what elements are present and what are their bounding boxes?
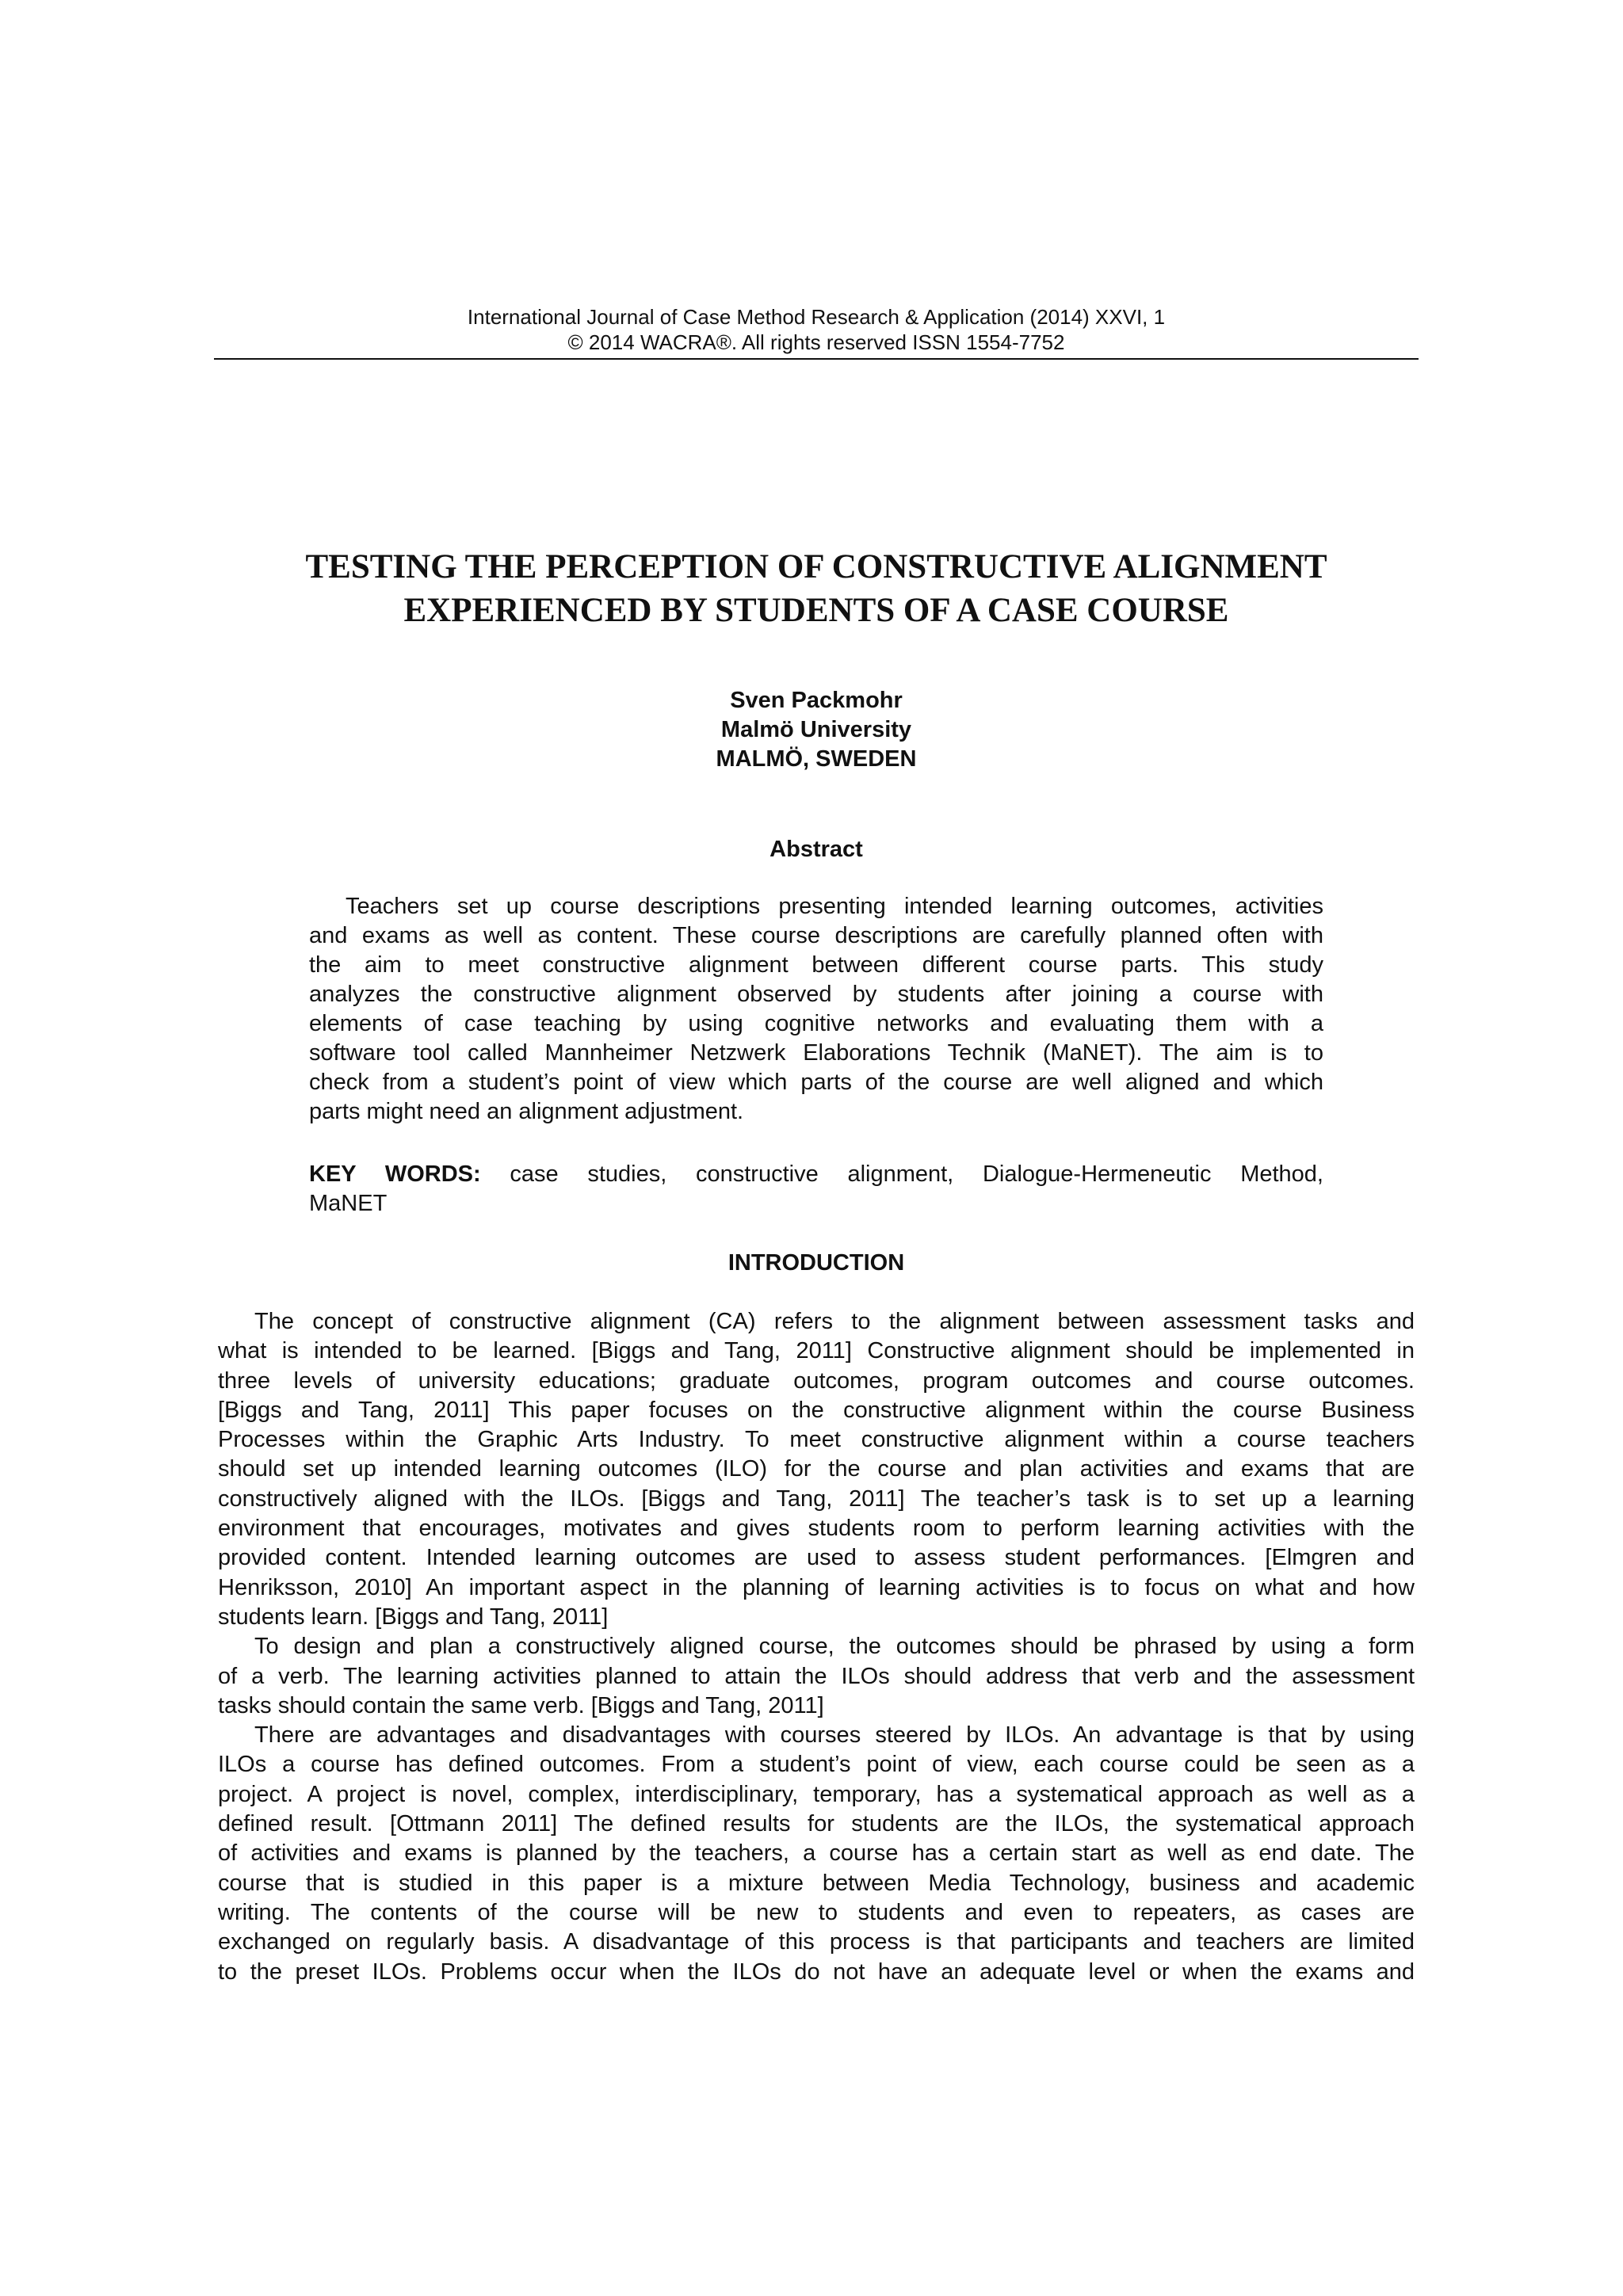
- keywords-continuation: MaNET: [309, 1191, 388, 1216]
- intro-line: students learn. [Biggs and Tang, 2011]: [218, 1604, 609, 1630]
- intro-line: The concept of constructive alignment (CA) refers to the alignment between assessment tasks and: [254, 1309, 1415, 1334]
- intro-line: course that is studied in this paper is a mixture between Media Technology, business and academic: [218, 1870, 1415, 1896]
- abstract-line: software tool called Mannheimer Netzwerk Elaborations Technik (MaNET). The aim is to: [309, 1040, 1323, 1066]
- intro-line: constructively aligned with the ILOs. [Biggs and Tang, 2011] The teacher’s task is to set up a learning: [218, 1486, 1415, 1512]
- abstract-body: [309, 892, 1323, 1127]
- running-header: [214, 304, 1419, 355]
- author-location: MALMÖ, SWEDEN: [716, 746, 917, 772]
- keywords-label: KEY WORDS:: [309, 1161, 481, 1187]
- intro-line: provided content. Intended learning outcomes are used to assess student performances. [Elmgren and: [218, 1545, 1415, 1571]
- intro-line: To design and plan a constructively aligned course, the outcomes should be phrased by using a form: [254, 1634, 1415, 1660]
- abstract-line: analyzes the constructive alignment observed by students after joining a course with: [309, 982, 1323, 1007]
- intro-line: exchanged on regularly basis. A disadvantage of this process is that participants and teachers are limited: [218, 1929, 1415, 1955]
- journal-citation: International Journal of Case Method Research & Application (2014) XXVI, 1: [467, 305, 1166, 329]
- intro-line: Henriksson, 2010] An important aspect in the planning of learning activities is to focus on what and how: [218, 1574, 1415, 1600]
- header-divider: [214, 358, 1419, 360]
- intro-line: environment that encourages, motivates and gives students room to perform learning activities with the: [218, 1516, 1415, 1542]
- abstract-line: and exams as well as content. These course descriptions are carefully planned often with: [309, 923, 1323, 948]
- intro-line: writing. The contents of the course will be new to students and even to repeaters, as cases are: [218, 1899, 1415, 1925]
- keywords-line: [309, 1160, 1323, 1189]
- intro-line: to the preset ILOs. Problems occur when the ILOs do not have an adequate level or when the exams and: [218, 1958, 1415, 1985]
- intro-line: three levels of university educations; graduate outcomes, program outcomes and course outcomes.: [218, 1367, 1415, 1394]
- intro-line: tasks should contain the same verb. [Biggs and Tang, 2011]: [218, 1692, 824, 1718]
- abstract-heading: Abstract: [769, 837, 863, 862]
- intro-line: [Biggs and Tang, 2011] This paper focuses on the constructive alignment within the course Business: [218, 1397, 1415, 1423]
- intro-line: project. A project is novel, complex, interdisciplinary, temporary, has a systematical approach as well as a: [218, 1781, 1415, 1807]
- author-name: Sven Packmohr: [730, 688, 903, 713]
- abstract-line: the aim to meet constructive alignment between different course parts. This study: [309, 952, 1323, 978]
- abstract-line: Teachers set up course descriptions presenting intended learning outcomes, activities: [346, 894, 1323, 919]
- keywords-block: [309, 1160, 1323, 1219]
- intro-line: defined result. [Ottmann 2011] The defined results for students are the ILOs, the systematical approach: [218, 1811, 1415, 1837]
- introduction-body: [218, 1307, 1415, 1987]
- author-affiliation: Malmö University: [720, 717, 912, 742]
- keywords-list: case studies, constructive alignment, Dialogue-Hermeneutic Method,: [510, 1161, 1323, 1187]
- introduction-heading: INTRODUCTION: [727, 1250, 905, 1276]
- title-line-2: EXPERIENCED BY STUDENTS OF A CASE COURSE: [403, 592, 1229, 629]
- intro-line: Processes within the Graphic Arts Industry. To meet constructive alignment within a course teachers: [218, 1427, 1415, 1453]
- intro-line: ILOs a course has defined outcomes. From a student’s point of view, each course could be seen as a: [218, 1752, 1415, 1778]
- abstract-line: check from a student’s point of view which parts of the course are well aligned and which: [309, 1070, 1323, 1095]
- title-line-1: TESTING THE PERCEPTION OF CONSTRUCTIVE ALIGNMENT: [305, 548, 1327, 585]
- copyright-notice: © 2014 WACRA®. All rights reserved ISSN 1554-7752: [567, 330, 1065, 354]
- intro-line: of activities and exams is planned by the teachers, a course has a certain start as well as end date. The: [218, 1840, 1415, 1867]
- intro-line: There are advantages and disadvantages with courses steered by ILOs. An advantage is that by using: [254, 1722, 1415, 1749]
- abstract-line: elements of case teaching by using cognitive networks and evaluating them with a: [309, 1011, 1323, 1036]
- intro-line: should set up intended learning outcomes (ILO) for the course and plan activities and exams that are: [218, 1456, 1415, 1482]
- author-block: [214, 686, 1419, 774]
- intro-line: what is intended to be learned. [Biggs and Tang, 2011] Constructive alignment should be implemented in: [218, 1338, 1415, 1364]
- intro-line: of a verb. The learning activities planned to attain the ILOs should address that verb and the assessment: [218, 1663, 1415, 1689]
- abstract-line: parts might need an alignment adjustment.: [309, 1099, 744, 1124]
- paper-title: [214, 545, 1419, 632]
